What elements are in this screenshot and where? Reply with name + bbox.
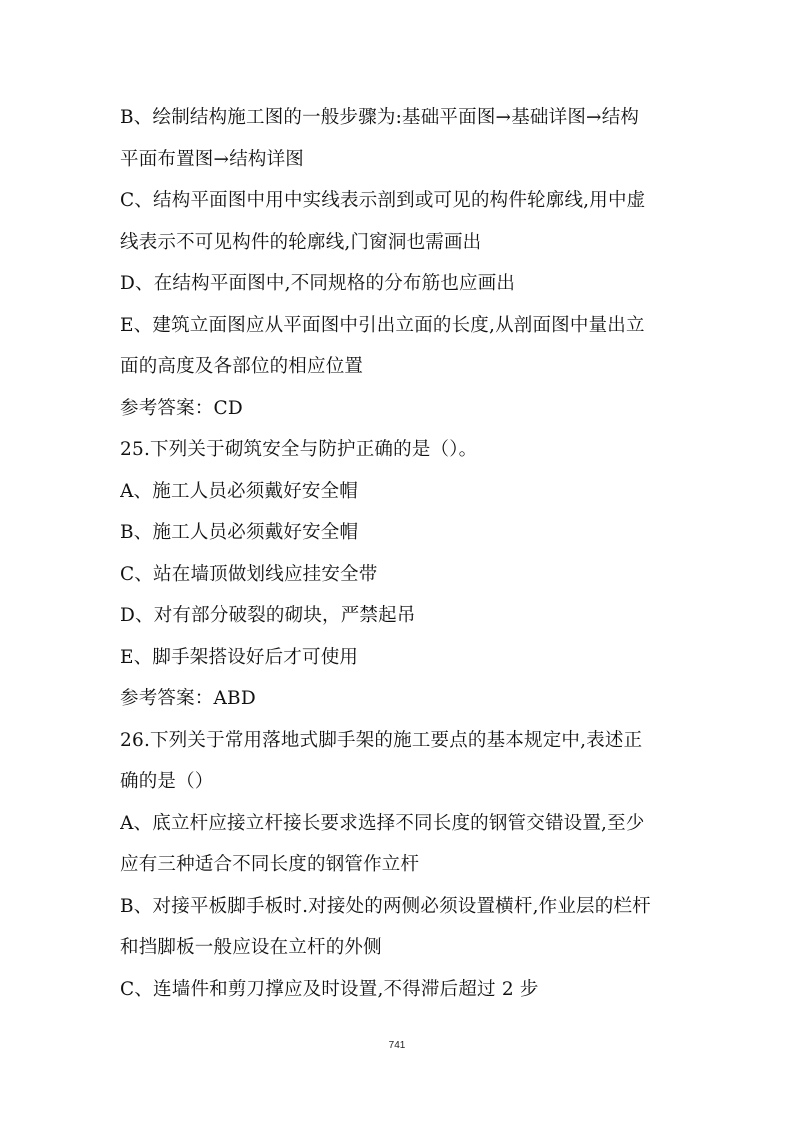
text-line: D、在结构平面图中,不同规格的分布筋也应画出 [120,273,516,294]
text-line: B、绘制结构施工图的一般步骤为:基础平面图→基础详图→结构 [120,107,640,128]
text-line: 线表示不可见构件的轮廓线,门窗洞也需画出 [120,231,482,253]
answer-line: 参考答案：CD [120,397,243,419]
option-a-continued: 应有三种适合不同长度的钢管作立杆 [120,854,420,875]
question-title-continued: 确的是（） [120,771,214,792]
option-b-continued: 和挡脚板一般应设在立杆的外侧 [120,937,382,958]
question-title: 25.下列关于砌筑安全与防护正确的是（）。 [120,439,478,460]
option-b: B、施工人员必须戴好安全帽 [120,522,359,543]
option-c: C、连墙件和剪刀撑应及时设置,不得滞后超过 2 步 [120,978,539,1000]
page-number: 741 [388,1040,406,1051]
option-a: A、底立杆应接立杆接长要求选择不同长度的钢管交错设置,至少 [120,812,645,834]
text-line: C、结构平面图中用中实线表示剖到或可见的构件轮廓线,用中虚 [120,190,646,211]
text-line: 平面布置图→结构详图 [120,148,305,170]
answer-line: 参考答案：ABD [120,688,256,709]
document-body [120,97,676,1010]
option-e: E、脚手架搭设好后才可使用 [120,646,359,668]
option-d: D、对有部分破裂的砌块，严禁起吊 [120,605,416,626]
text-line: 面的高度及各部位的相应位置 [120,356,364,377]
text-line: E、建筑立面图应从平面图中引出立面的长度,从剖面图中量出立 [120,314,645,336]
question-title: 26.下列关于常用落地式脚手架的施工要点的基本规定中,表述正 [120,729,643,751]
option-c: C、站在墙顶做划线应挂安全带 [120,563,378,585]
option-b: B、对接平板脚手板时.对接处的两侧必须设置横杆,作业层的栏杆 [120,895,651,917]
option-a: A、施工人员必须戴好安全帽 [120,480,358,502]
